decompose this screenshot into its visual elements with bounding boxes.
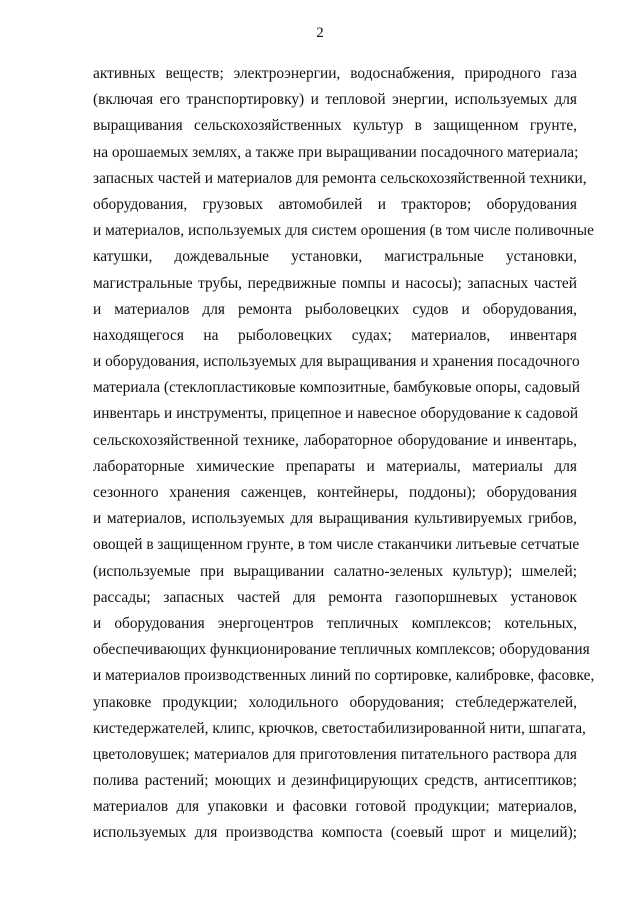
text-line: сельскохозяйственной технике, лабораторное оборудование и инвентарь,	[93, 431, 577, 449]
text-line: и материалов производственных линий по сортировке, калибровке, фасовке,	[93, 667, 595, 685]
text-line: и материалов, используемых для выращивания культивируемых грибов,	[93, 510, 577, 528]
text-line: рассады; запасных частей для ремонта газопоршневых установок	[93, 588, 577, 606]
text-line: и оборудования, используемых для выращивания и хранения посадочного	[93, 353, 580, 371]
text-line: материалов для упаковки и фасовки готовой продукции; материалов,	[93, 798, 577, 816]
text-line: упаковке продукции; холодильного оборудования; стебледержателей,	[93, 693, 577, 711]
text-line: материала (стеклопластиковые композитные, бамбуковые опоры, садовый	[93, 379, 580, 397]
text-line: цветоловушек; материалов для приготовления питательного раствора для	[93, 745, 577, 763]
text-line: лабораторные химические препараты и материалы, материалы для	[93, 457, 577, 475]
text-line: магистральные трубы, передвижные помпы и насосы); запасных частей	[93, 274, 577, 292]
text-line: и оборудования энергоцентров тепличных комплексов; котельных,	[93, 614, 577, 632]
text-line: активных веществ; электроэнергии, водоснабжения, природного газа	[93, 65, 577, 82]
text-line: и материалов для ремонта рыболовецких судов и оборудования,	[93, 300, 577, 318]
text-line: обеспечивающих функционирование тепличных комплексов; оборудования	[93, 641, 590, 659]
text-line: сезонного хранения саженцев, контейнеры, поддоны); оборудования	[93, 484, 577, 501]
text-line: запасных частей и материалов для ремонта сельскохозяйственной техники,	[93, 169, 587, 187]
text-line: и материалов, используемых для систем орошения (в том числе поливочные	[93, 222, 594, 240]
document-body-text	[93, 65, 595, 851]
text-line: находящегося на рыболовецких судах; материалов, инвентаря	[93, 326, 577, 344]
text-line: кистедержателей, клипс, крючков, светостабилизированной нити, шпагата,	[93, 719, 586, 737]
text-line: используемых для производства компоста (соевый шрот и мицелий);	[93, 824, 577, 842]
text-line: полива растений; моющих и дезинфицирующих средств, антисептиков;	[93, 772, 577, 790]
text-line: овощей в защищенном грунте, в том числе стаканчики литьевые сетчатые	[93, 536, 580, 554]
text-line: (включая его транспортировку) и тепловой энергии, используемых для	[93, 91, 577, 109]
text-line: (используемые при выращивании салатно-зеленых культур); шмелей;	[93, 562, 577, 580]
text-line: выращивания сельскохозяйственных культур в защищенном грунте,	[93, 117, 577, 135]
text-line: на орошаемых землях, а также при выращивании посадочного материала;	[93, 143, 579, 161]
text-line: инвентарь и инструменты, прицепное и навесное оборудование к садовой	[93, 405, 579, 423]
page-number: 2	[316, 25, 324, 41]
text-line: катушки, дождевальные установки, магистральные установки,	[93, 248, 577, 266]
text-line: оборудования, грузовых автомобилей и тракторов; оборудования	[93, 195, 577, 213]
